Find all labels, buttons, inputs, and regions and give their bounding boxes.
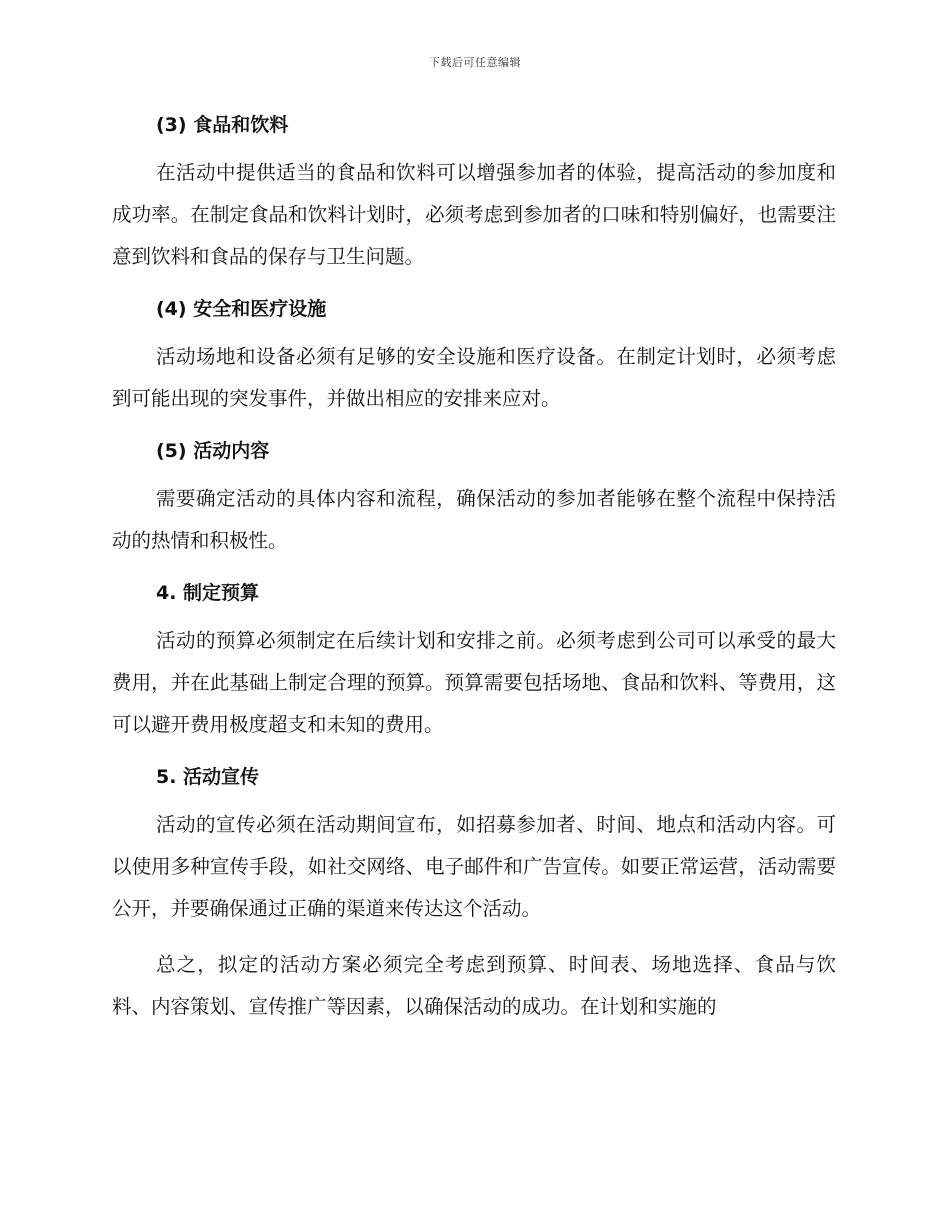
section-heading-content: (5) 活动内容 (156, 440, 270, 462)
section-paragraph-budget: 活动的预算必须制定在后续计划和安排之前。必须考虑到公司可以承受的最大费用，并在此基础上制定合理的预算。预算需要包括场地、食品和饮料、等费用，这可以避开费用极度超支和未知的费用。 (112, 629, 836, 736)
section-paragraph-promotion: 活动的宣传必须在活动期间宣布，如招募参加者、时间、地点和活动内容。可以使用多种宣传手段，如社交网络、电子邮件和广告宣传。如要正常运营，活动需要公开，并要确保通过正确的渠道来传达这个活动。 (112, 813, 836, 920)
section-heading-promotion: 5. 活动宣传 (156, 766, 260, 788)
section-paragraph-food: 在活动中提供适当的食品和饮料可以增强参加者的体验，提高活动的参加度和成功率。在制定食品和饮料计划时，必须考虑到参加者的口味和特别偏好，也需要注意到饮料和食品的保存与卫生问题。 (112, 161, 836, 268)
section-paragraph-safety: 活动场地和设备必须有足够的安全设施和医疗设备。在制定计划时，必须考虑到可能出现的突发事件，并做出相应的安排来应对。 (112, 345, 836, 410)
section-heading-budget: 4. 制定预算 (156, 582, 260, 604)
section-paragraph-content: 需要确定活动的具体内容和流程，确保活动的参加者能够在整个流程中保持活动的热情和积极性。 (112, 487, 836, 552)
header-note: 下载后可任意编辑 (429, 56, 521, 69)
closing-paragraph: 总之，拟定的活动方案必须完全考虑到预算、时间表、场地选择、食品与饮料、内容策划、宣传推广等因素，以确保活动的成功。在计划和实施的 (112, 953, 836, 1018)
document-body (112, 108, 836, 1042)
section-heading-food: (3) 食品和饮料 (156, 114, 289, 136)
section-heading-safety: (4) 安全和医疗设施 (156, 298, 327, 320)
